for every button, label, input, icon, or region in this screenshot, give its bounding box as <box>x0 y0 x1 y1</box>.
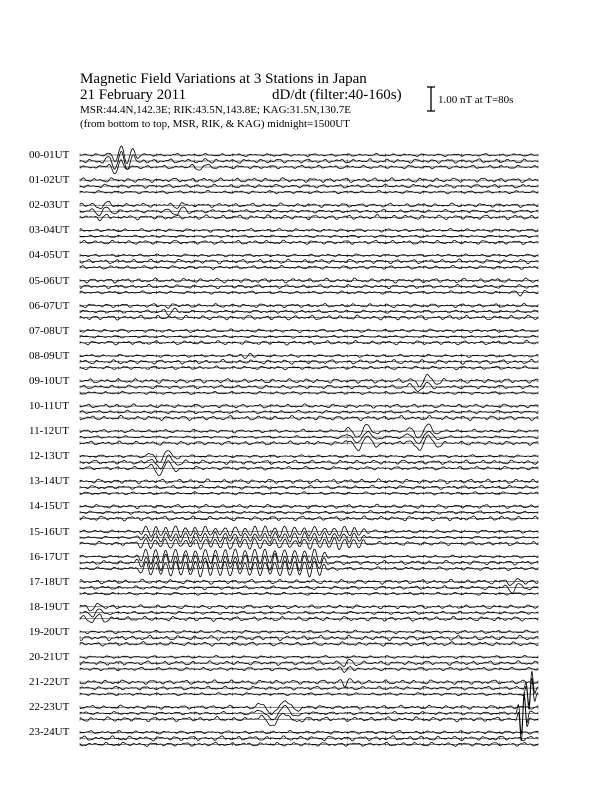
row-label: 21-22UT <box>29 676 70 689</box>
row-label: 00-01UT <box>29 149 70 161</box>
row-label: 18-19UT <box>29 600 70 613</box>
row-label: 10-11UT <box>29 400 69 412</box>
row-label: 17-18UT <box>29 575 70 588</box>
row-label: 01-02UT <box>29 174 70 187</box>
row-label: 08-09UT <box>29 349 70 362</box>
row-label: 11-12UT <box>29 425 69 438</box>
row-label: 04-05UT <box>29 249 70 262</box>
row-label: 12-13UT <box>29 450 70 463</box>
row-label: 22-23UT <box>29 701 70 714</box>
trace-kag <box>80 374 538 387</box>
row-label: 07-08UT <box>29 324 70 337</box>
row-label: 13-14UT <box>29 475 70 488</box>
row-label: 20-21UT <box>29 651 70 663</box>
row-label: 14-15UT <box>29 500 70 513</box>
row-label: 03-04UT <box>29 224 70 237</box>
chart-quantity: dD/dt (filter:40-160s) <box>272 87 402 103</box>
row-label: 23-24UT <box>29 726 70 739</box>
trace-msr <box>80 614 538 623</box>
row-label: 06-07UT <box>29 299 70 312</box>
row-label: 15-16UT <box>29 525 70 538</box>
station-coordinates: MSR:44.4N,142.3E; RIK:43.5N,143.8E; KAG:31.5N,130.7E <box>80 104 352 116</box>
chart-date: 21 February 2011 <box>80 87 187 103</box>
trace-order-note: (from bottom to top, MSR, RIK, & KAG) midnight=1500UT <box>80 118 350 130</box>
row-label: 02-03UT <box>29 199 70 212</box>
row-label: 09-10UT <box>29 374 70 387</box>
row-label: 05-06UT <box>29 274 70 287</box>
row-label: 19-20UT <box>29 625 70 638</box>
scale-label: 1.00 nT at T=80s <box>438 94 514 106</box>
chart-title: Magnetic Field Variations at 3 Stations in Japan <box>80 71 367 87</box>
row-label: 16-17UT <box>29 550 70 563</box>
